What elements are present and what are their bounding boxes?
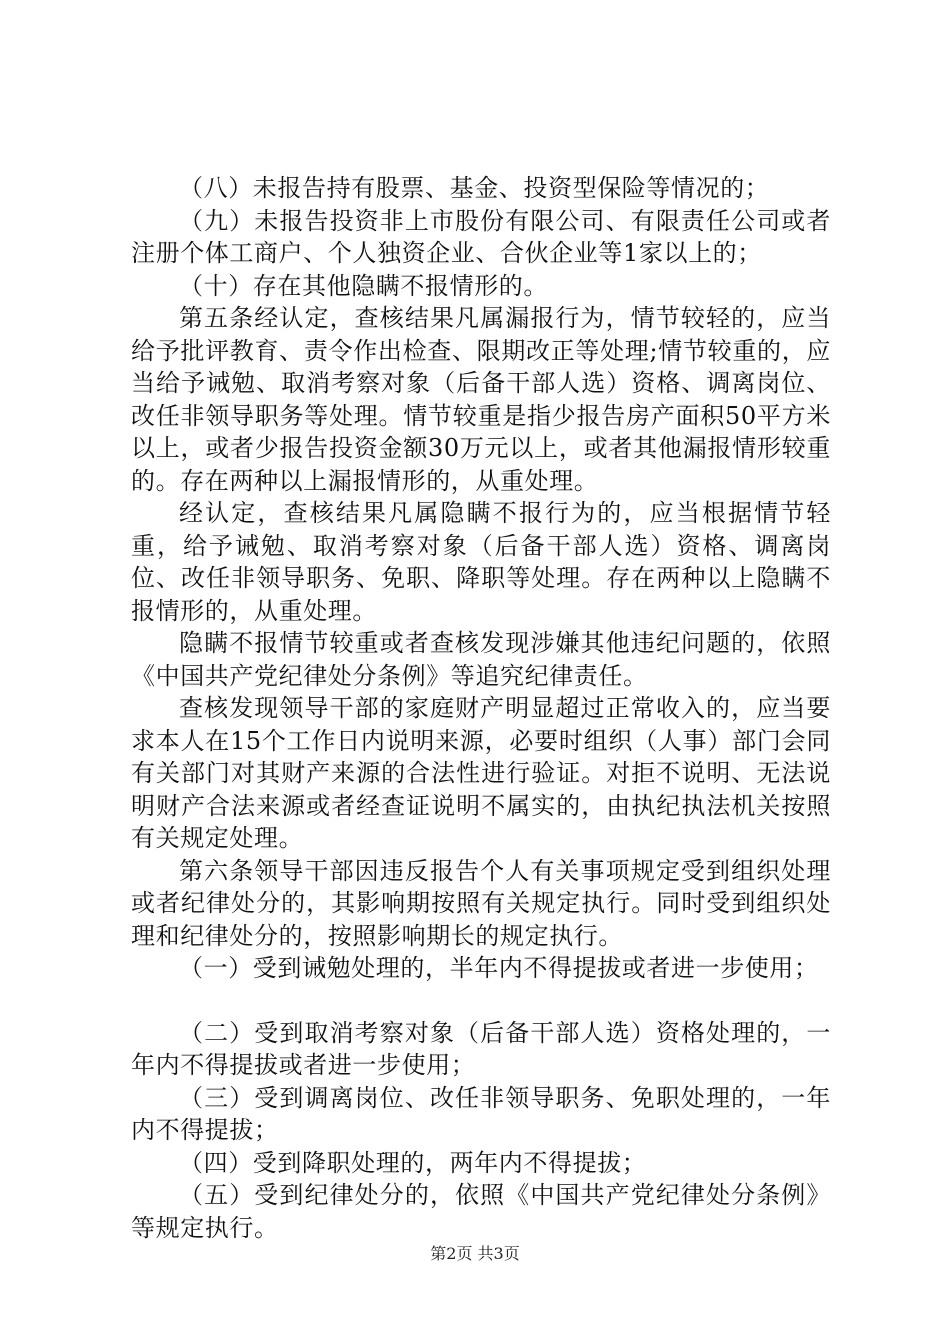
paragraph-property-verification: 查核发现领导干部的家庭财产明显超过正常收入的，应当要求本人在15个工作日内说明来源，必要时组织（人事）部门会同有关部门对其财产来源的合法性进行验证。对拒不说明、无法说明财产合法来源或者经查证说明不属实的，由执纪执法机关按照有关规定处理。 [131,694,831,852]
paragraph-item-9: （九）未报告投资非上市股份有限公司、有限责任公司或者注册个体工商户、个人独资企业、合伙企业等1家以上的； [131,206,831,267]
paragraph-sub-item-4: （四）受到降职处理的，两年内不得提拔； [179,1148,647,1177]
paragraph-article-5: 第五条经认定，查核结果凡属漏报行为，情节较轻的，应当给予批评教育、责令作出检查、限期改正等处理;情节较重的，应当给予诫勉、取消考察对象（后备干部人选）资格、调离岗位、改任非领导职务等处理。情节较重是指少报告房产面积50平方米以上，或者少报告投资金额30万元以上，或者其他漏报情形较重的。存在两种以上漏报情形的，从重处理。 [131,304,831,495]
paragraph-sub-item-2: （二）受到取消考察对象（后备干部人选）资格处理的，一年内不得提拔或者进一步使用； [131,1018,831,1079]
paragraph-sub-item-5: （五）受到纪律处分的，依照《中国共产党纪律处分条例》等规定执行。 [131,1181,831,1242]
paragraph-sub-item-1: （一）受到诫勉处理的，半年内不得提拔或者进一步使用； [179,954,819,982]
paragraph-item-8: （八）未报告持有股票、基金、投资型保险等情况的； [179,174,770,202]
paragraph-item-10: （十）存在其他隐瞒不报情形的。 [179,271,548,300]
paragraph-gap [131,985,831,1017]
paragraph-discipline-liability: 隐瞒不报情节较重或者查核发现涉嫌其他违纪问题的，依照《中国共产党纪律处分条例》等追究纪律责任。 [131,629,831,690]
paragraph-concealment-handling: 经认定，查核结果凡属隐瞒不报行为的，应当根据情节轻重，给予诫勉、取消考察对象（后备干部人选）资格、调离岗位、改任非领导职务、免职、降职等处理。存在两种以上隐瞒不报情形的，从重处理。 [131,499,831,625]
paragraph-sub-item-3: （三）受到调离岗位、改任非领导职务、免职处理的，一年内不得提拔； [131,1083,831,1144]
page-number-footer: 第2页 共3页 [430,1244,520,1263]
document-body [131,172,831,1244]
paragraph-article-6: 第六条领导干部因违反报告个人有关事项规定受到组织处理或者纪律处分的，其影响期按照有关规定执行。同时受到组织处理和纪律处分的，按照影响期长的规定执行。 [131,856,831,950]
